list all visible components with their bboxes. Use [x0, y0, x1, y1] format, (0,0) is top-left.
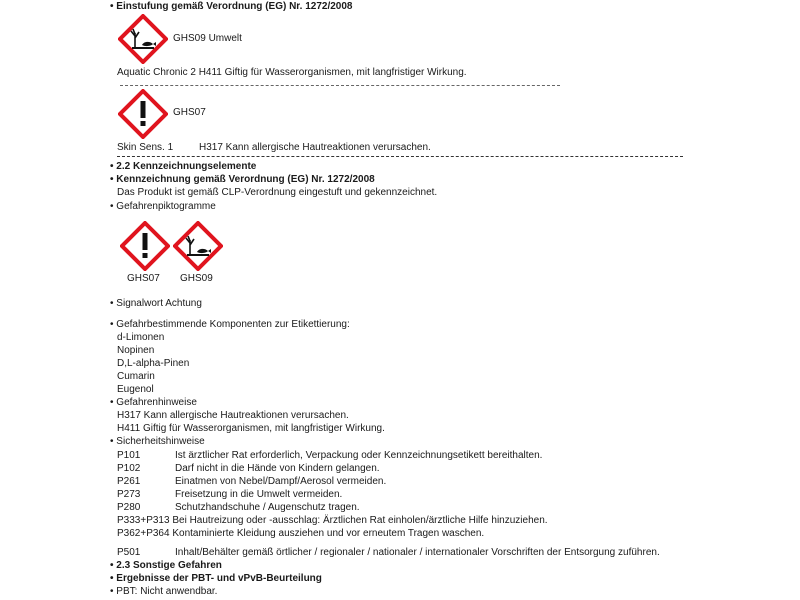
precaution-text: Schutzhandschuhe / Augenschutz tragen.	[175, 502, 360, 513]
precaution-code: P362+P364	[117, 528, 170, 539]
skin-statement: H317 Kann allergische Hautreaktionen verursachen.	[199, 142, 431, 153]
pictograms-label: • Gefahrenpiktogramme	[110, 201, 216, 212]
precaution-code: P273	[117, 489, 141, 500]
signal-word: • Signalwort Achtung	[110, 298, 202, 309]
component-item: D,L-alpha-Pinen	[117, 358, 190, 369]
component-item: Cumarin	[117, 371, 155, 382]
classification-heading: • Einstufung gemäß Verordnung (EG) Nr. 1272/2008	[110, 1, 353, 12]
precaution-code: P280	[117, 502, 141, 513]
pbt-result: • PBT: Nicht anwendbar.	[110, 586, 218, 597]
labelling-intro: Das Produkt ist gemäß CLP-Verordnung eingestuft und gekennzeichnet.	[117, 187, 438, 198]
component-item: Eugenol	[117, 384, 154, 395]
precaution-text: Freisetzung in die Umwelt vermeiden.	[175, 489, 343, 500]
skin-class: Skin Sens. 1	[117, 142, 174, 153]
precaution-code: P101	[117, 450, 141, 461]
pbt-heading: • Ergebnisse der PBT- und vPvB-Beurteilung	[110, 573, 322, 584]
pictogram-caption-ghs09: GHS09	[180, 273, 213, 284]
components-label: • Gefahrbestimmende Komponenten zur Etikettierung:	[110, 319, 350, 330]
precautionary-label: • Sicherheitshinweise	[110, 436, 205, 447]
precaution-code: P333+P313	[117, 515, 170, 526]
separator	[120, 85, 560, 86]
component-item: d-Limonen	[117, 332, 165, 343]
precaution-text: Darf nicht in die Hände von Kindern gelangen.	[175, 463, 380, 474]
ghs07-label: GHS07	[173, 107, 206, 118]
ghs07-exclamation-icon	[120, 221, 170, 271]
ghs09-label: GHS09 Umwelt	[173, 33, 242, 44]
precaution-code: P501	[117, 547, 141, 558]
precaution-text: Bei Hautreizung oder -ausschlag: Ärztlichen Rat einholen/ärztliche Hilfe hinzuziehen.	[172, 515, 548, 526]
ghs07-exclamation-icon	[118, 89, 168, 139]
hazard-statement: H411 Giftig für Wasserorganismen, mit langfristiger Wirkung.	[117, 423, 385, 434]
precaution-code: P102	[117, 463, 141, 474]
precaution-row	[117, 515, 548, 527]
other-hazards-heading: • 2.3 Sonstige Gefahren	[110, 560, 222, 571]
labelling-subheading: • Kennzeichnung gemäß Verordnung (EG) Nr. 1272/2008	[110, 174, 375, 185]
precaution-row	[117, 528, 484, 540]
section-divider	[117, 156, 683, 157]
ghs09-environment-icon	[118, 14, 168, 64]
label-elements-heading: • 2.2 Kennzeichnungselemente	[110, 161, 257, 172]
hazard-statements-label: • Gefahrenhinweise	[110, 397, 197, 408]
precaution-text: Einatmen von Nebel/Dampf/Aerosol vermeiden.	[175, 476, 387, 487]
aquatic-classification: Aquatic Chronic 2 H411 Giftig für Wasserorganismen, mit langfristiger Wirkung.	[117, 67, 467, 78]
precaution-text: Ist ärztlicher Rat erforderlich, Verpackung oder Kennzeichnungsetikett bereithalten.	[175, 450, 543, 461]
precaution-code: P261	[117, 476, 141, 487]
precaution-text: Kontaminierte Kleidung ausziehen und vor erneutem Tragen waschen.	[172, 528, 485, 539]
ghs09-environment-icon	[173, 221, 223, 271]
pictogram-caption-ghs07: GHS07	[127, 273, 160, 284]
precaution-text: Inhalt/Behälter gemäß örtlicher / regionaler / nationaler / internationaler Vorschriften der Entsorgung zuführen.	[175, 547, 660, 558]
hazard-statement: H317 Kann allergische Hautreaktionen verursachen.	[117, 410, 349, 421]
component-item: Nopinen	[117, 345, 155, 356]
